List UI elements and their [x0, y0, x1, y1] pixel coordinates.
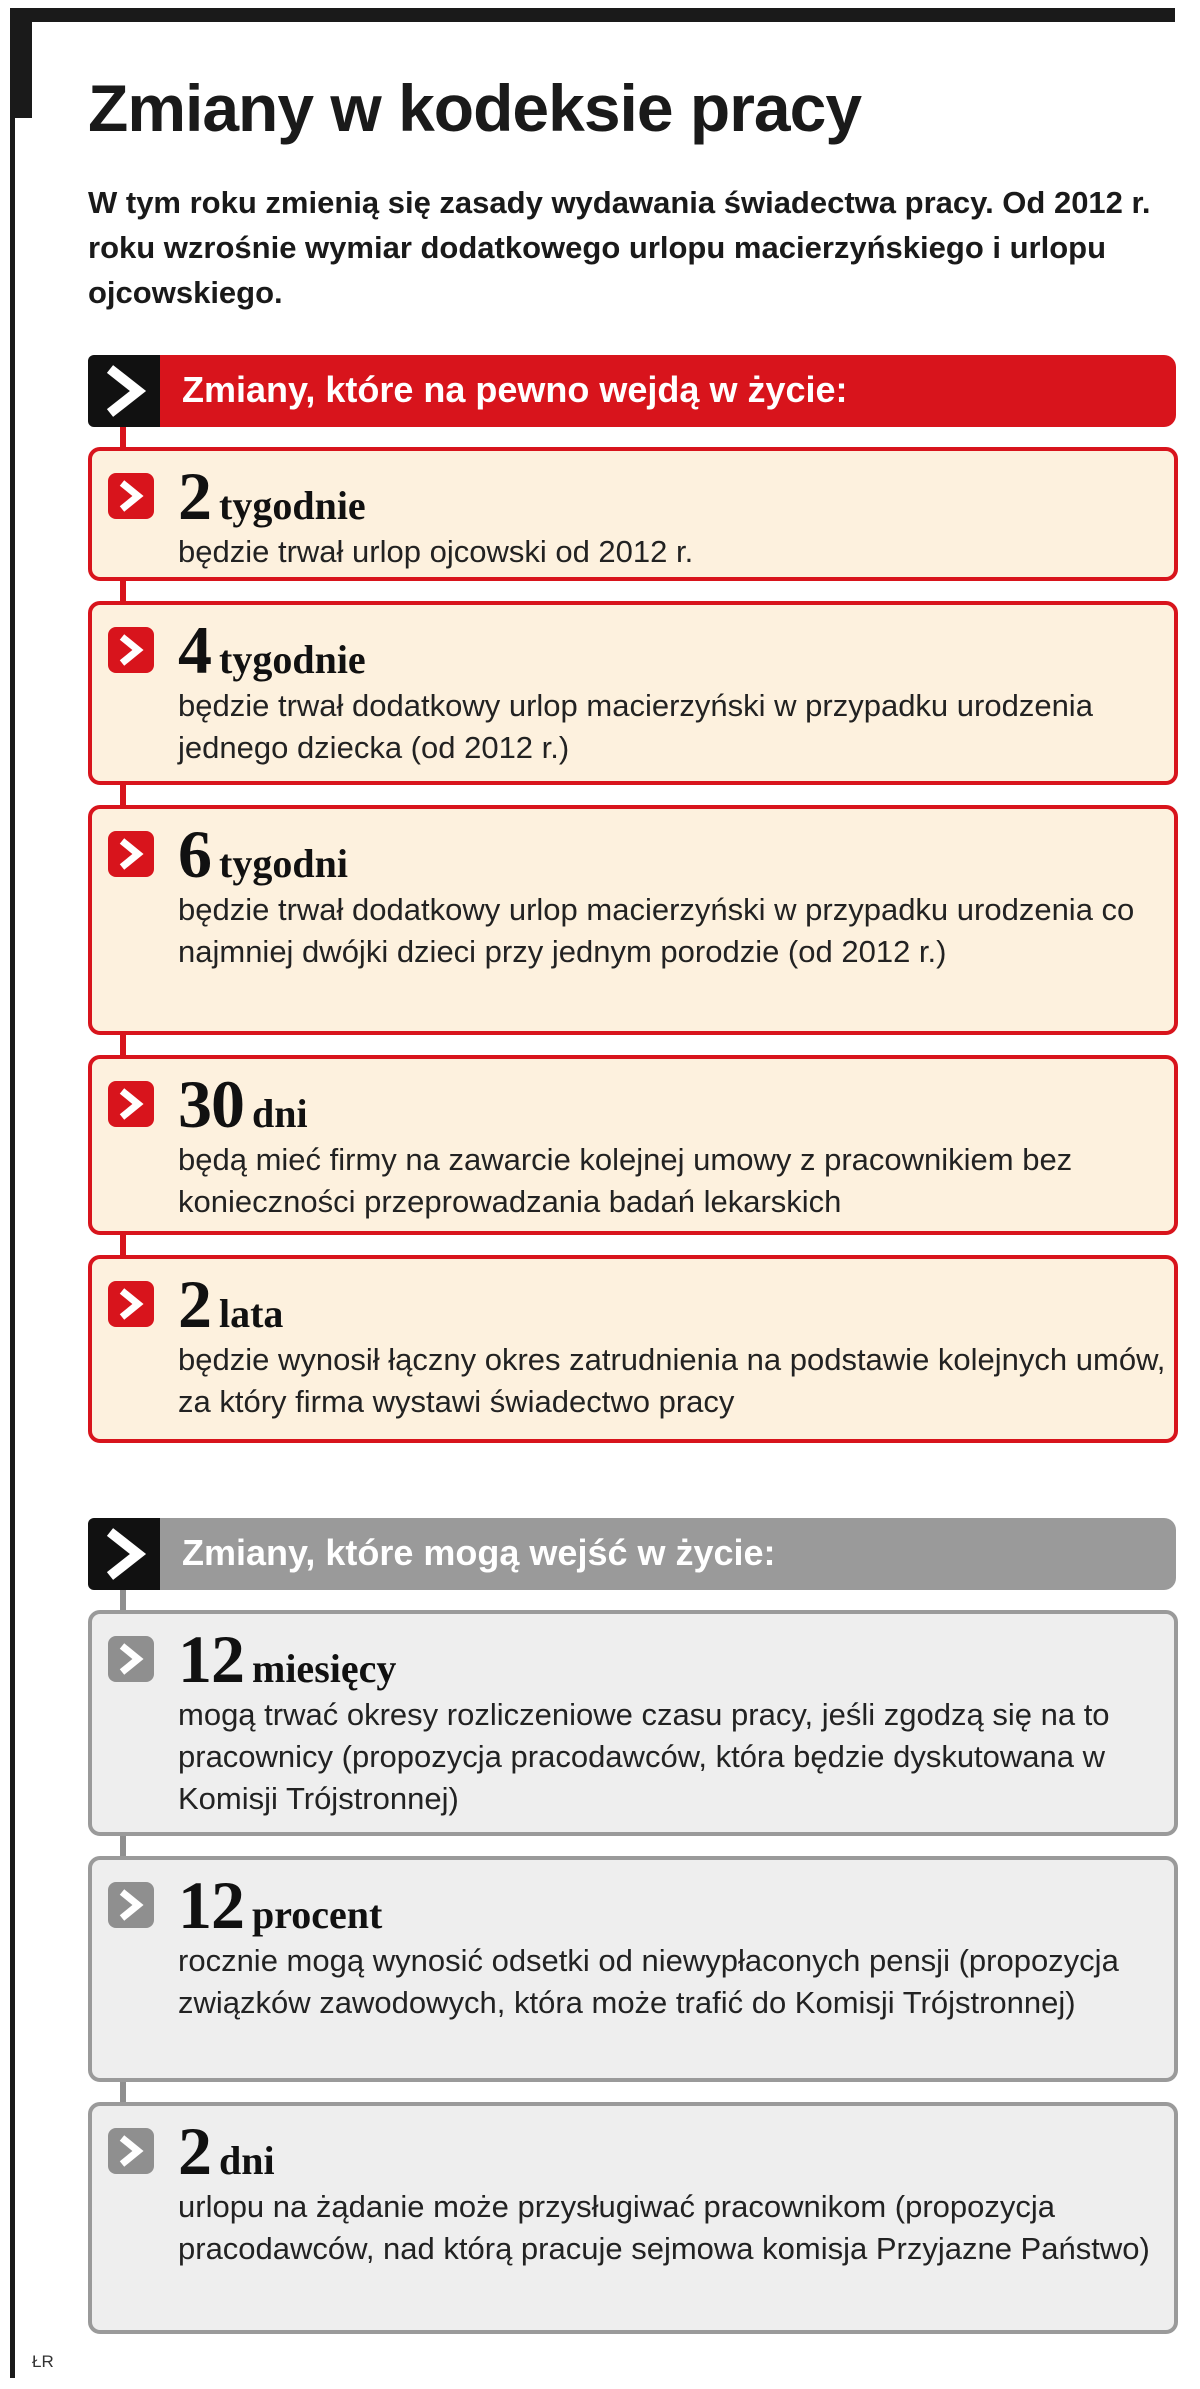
- chevron-right-icon: [108, 831, 154, 877]
- page-title: Zmiany w kodeksie pracy: [88, 71, 862, 145]
- item-unit: miesięcy: [252, 1646, 397, 1691]
- item-value: [178, 1065, 308, 1144]
- list-item: [88, 1610, 1178, 1836]
- item-description: będzie wynosił łączny okres zatrudnienia na podstawie kolejnych umów, za który firma wystawi świadectwo pracy: [178, 1342, 1166, 1419]
- item-description: rocznie mogą wynosić odsetki od niewypłaconych pensji (propozycja związków zawodowych, która może trafić do Komisji Trójstronnej): [178, 1943, 1119, 2020]
- chevron-right-icon: [88, 1518, 160, 1590]
- connector: [120, 785, 126, 805]
- item-number: 12: [178, 1867, 244, 1943]
- list-item: [88, 1255, 1178, 1443]
- list-item: [88, 805, 1178, 1035]
- chevron-right-icon: [108, 1882, 154, 1928]
- item-value: [178, 611, 366, 690]
- connector: [120, 2082, 126, 2102]
- item-description: będzie trwał dodatkowy urlop macierzyński w przypadku urodzenia jednego dziecka (od 2012 r.): [178, 688, 1093, 765]
- chevron-right-icon: [108, 1636, 154, 1682]
- item-value: [178, 2112, 275, 2191]
- item-description: mogą trwać okresy rozliczeniowe czasu pracy, jeśli zgodzą się na to pracownicy (propozycja pracodawców, która będzie dyskutowana w Komisji Trójstronnej): [178, 1697, 1110, 1816]
- item-unit: dni: [219, 2138, 275, 2183]
- chevron-right-icon: [108, 2128, 154, 2174]
- chevron-right-icon: [108, 627, 154, 673]
- list-item: [88, 601, 1178, 785]
- item-value: [178, 1866, 382, 1945]
- item-unit: dni: [252, 1091, 308, 1136]
- item-value: [178, 815, 348, 894]
- connector: [120, 1590, 126, 1610]
- list-item: [88, 1856, 1178, 2082]
- chevron-right-icon: [108, 473, 154, 519]
- item-unit: tygodni: [219, 841, 348, 886]
- frame-top-rule: [10, 8, 1175, 22]
- list-item: [88, 447, 1178, 581]
- item-value: [178, 1265, 283, 1344]
- item-number: 2: [178, 2113, 211, 2189]
- item-number: 30: [178, 1066, 244, 1142]
- item-unit: lata: [219, 1291, 284, 1336]
- item-number: 2: [178, 458, 211, 534]
- item-number: 6: [178, 816, 211, 892]
- lead-paragraph: W tym roku zmienią się zasady wydawania świadectwa pracy. Od 2012 r. roku wzrośnie wymiar dodatkowego urlopu macierzyńskiego i urlopu ojcowskiego.: [88, 185, 1151, 310]
- frame-left-rule: [10, 8, 15, 2378]
- connector: [120, 581, 126, 601]
- section-heading: Zmiany, które mogą wejść w życie:: [182, 1532, 776, 1573]
- item-value: [178, 457, 366, 536]
- section-heading: Zmiany, które na pewno wejdą w życie:: [182, 369, 848, 410]
- list-item: [88, 2102, 1178, 2334]
- item-unit: tygodnie: [219, 483, 366, 528]
- connector: [120, 1035, 126, 1055]
- chevron-right-icon: [108, 1281, 154, 1327]
- item-description: będą mieć firmy na zawarcie kolejnej umowy z pracownikiem bez konieczności przeprowadzania badań lekarskich: [178, 1142, 1073, 1219]
- item-number: 2: [178, 1266, 211, 1342]
- item-value: [178, 1620, 396, 1699]
- item-description: będzie trwał urlop ojcowski od 2012 r.: [178, 534, 694, 569]
- connector: [120, 1235, 126, 1255]
- item-number: 12: [178, 1621, 244, 1697]
- item-unit: tygodnie: [219, 637, 366, 682]
- chevron-right-icon: [88, 355, 160, 427]
- item-unit: procent: [252, 1892, 383, 1937]
- item-number: 4: [178, 612, 211, 688]
- section-header-possible: [88, 1518, 1176, 1590]
- chevron-right-icon: [108, 1081, 154, 1127]
- list-item: [88, 1055, 1178, 1235]
- author-signature: ŁR: [32, 2352, 54, 2371]
- item-description: będzie trwał dodatkowy urlop macierzyński w przypadku urodzenia co najmniej dwójki dzieci przy jednym porodzie (od 2012 r.): [178, 892, 1135, 969]
- connector: [120, 1836, 126, 1856]
- item-description: urlopu na żądanie może przysługiwać pracownikom (propozycja pracodawców, nad którą pracuje sejmowa komisja Przyjazne Państwo): [178, 2189, 1150, 2266]
- connector: [120, 427, 126, 447]
- section-header-certain: [88, 355, 1176, 427]
